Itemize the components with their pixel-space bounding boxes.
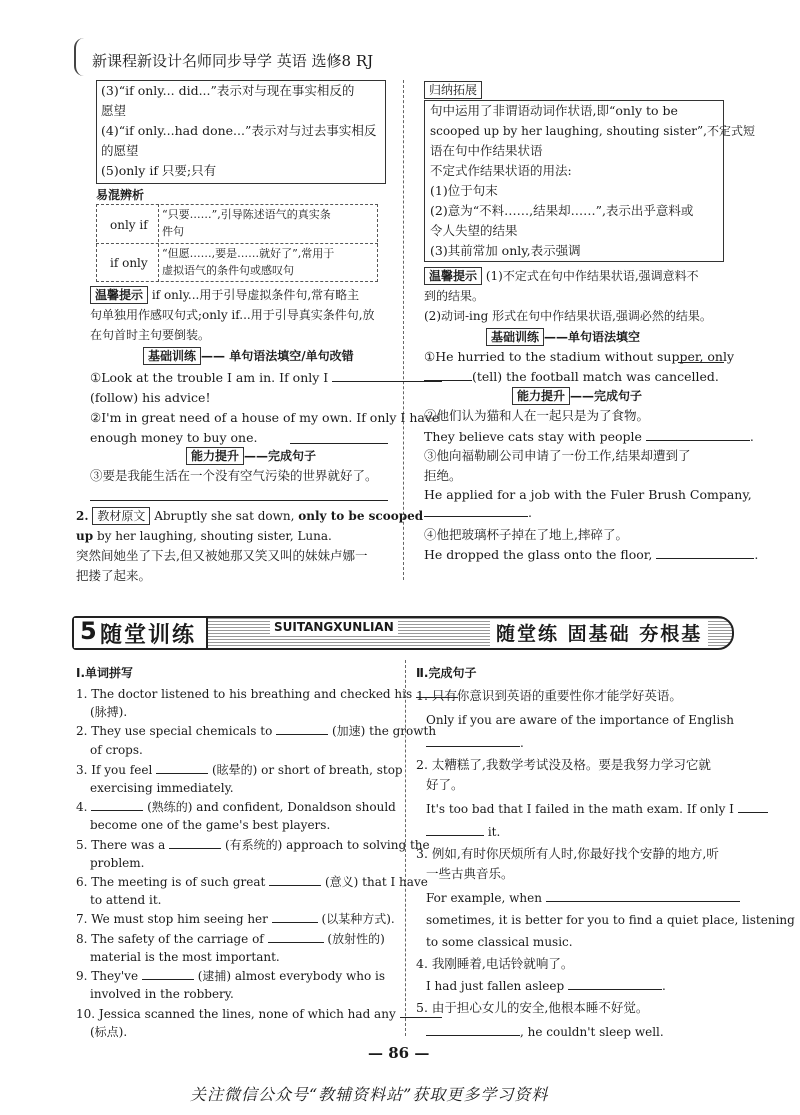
spelling-item: 8. The safety of the carriage of (放射性的) <box>76 929 385 949</box>
box-line: 的愿望 <box>101 143 139 158</box>
completion-item: 4. 我刚睡着,电话铃就响了。 <box>416 956 574 971</box>
spelling-item: exercising immediately. <box>90 781 234 795</box>
completion-item: 5. 由于担心女儿的安全,他根本睡不好觉。 <box>416 1000 649 1015</box>
exercise-line: He applied for a job with the Fuler Brush Company, <box>424 487 752 502</box>
completion-item: . <box>426 733 524 753</box>
basic-training-heading: 基础训练 —— 单句语法填空/单句改错 <box>143 346 354 366</box>
box-line: 愿望 <box>101 103 127 118</box>
answer-blank[interactable] <box>156 760 208 774</box>
ability-label: 能力提升 <box>186 447 244 465</box>
item-2-line: 2. 教材原文 Abruptly she sat down, only to be scooped <box>76 509 424 523</box>
exercise-line: . <box>424 503 532 523</box>
tip-line: 句单独用作感叹句式;only if...用于引导真实条件句,放 <box>90 308 375 322</box>
exercise-line: ①Look at the trouble I am in. If only I <box>90 368 442 388</box>
section-2-title: Ⅱ.完成句子 <box>416 666 477 680</box>
exercise-line: ③要是我能生活在一个没有空气污染的世界就好了。 <box>90 468 378 483</box>
ability-heading: 能力提升 ——完成句子 <box>512 386 642 406</box>
answer-blank[interactable] <box>546 888 740 902</box>
item-2-line: 把搂了起来。 <box>76 568 152 583</box>
tip-label: 温馨提示 <box>424 267 482 285</box>
spelling-item: 6. The meeting is of such great (意义) that I have <box>76 872 428 892</box>
answer-blank[interactable] <box>424 503 528 517</box>
answer-blank[interactable] <box>678 349 724 363</box>
answer-blank[interactable] <box>738 799 768 813</box>
tip-label: 温馨提示 <box>90 286 148 304</box>
spelling-item: to attend it. <box>90 893 162 907</box>
spelling-item: 9. They've (逮捕) almost everybody who is <box>76 966 385 986</box>
exercise-line: ③他向福勒刷公司申请了一份工作,结果却遭到了 <box>424 448 691 463</box>
table-desc: 件句 <box>162 225 184 238</box>
answer-blank[interactable] <box>272 909 318 923</box>
spelling-item: 7. We must stop him seeing her (以某种方式). <box>76 909 395 929</box>
table-desc: “只要……”,引导陈述语气的真实条 <box>162 208 331 221</box>
tip-line: (2)动词-ing 形式在句中作结果状语,强调必然的结果。 <box>424 309 712 323</box>
answer-blank[interactable] <box>169 835 221 849</box>
item-2-line: up by her laughing, shouting sister, Luna. <box>76 529 332 543</box>
banner-pinyin: SUITANGXUNLIAN <box>270 620 398 634</box>
completion-item: sometimes, it is better for you to find a quiet place, listening <box>426 913 795 927</box>
banner-title: 随堂训练 <box>100 622 197 648</box>
completion-item: For example, when <box>426 888 740 908</box>
completion-item: , he couldn't sleep well. <box>426 1022 664 1042</box>
tip-line: 温馨提示 if only...用于引导虚拟条件句,常有略主 <box>90 285 359 305</box>
summary-line: 句中运用了非谓语动词作状语,即“only to be <box>430 103 678 118</box>
summary-line: 语在句中作结果状语 <box>430 143 543 158</box>
answer-blank[interactable] <box>269 872 321 886</box>
basic-training-heading: 基础训练 ——单句语法填空 <box>486 327 640 347</box>
exercise-line: ②I'm in great need of a house of my own. If only I have <box>90 410 440 425</box>
page-number: — 86 — <box>368 1044 430 1062</box>
header-bracket <box>74 38 84 76</box>
exercise-line: (tell) the football match was cancelled. <box>424 367 719 387</box>
section-1-title: Ⅰ.单词拼写 <box>76 666 134 680</box>
spelling-item: 10. Jessica scanned the lines, none of which had any <box>76 1004 442 1024</box>
answer-blank[interactable] <box>142 966 194 980</box>
completion-item: 3. 例如,有时你厌烦所有人时,你最好找个安静的地方,听 <box>416 846 719 861</box>
answer-blank[interactable] <box>426 733 520 747</box>
box-line: (5)only if 只要;只有 <box>101 163 217 178</box>
basic-label: 基础训练 <box>486 328 544 346</box>
table-term: if only <box>110 256 148 270</box>
completion-item: Only if you are aware of the importance of English <box>426 713 735 727</box>
completion-item: to some classical music. <box>426 935 573 949</box>
answer-blank[interactable] <box>276 721 328 735</box>
spelling-item: 4. (熟练的) and confident, Donaldson should <box>76 797 396 817</box>
summary-line: 令人失望的结果 <box>430 223 518 238</box>
exercise-line: 拒绝。 <box>424 468 462 483</box>
tip-line: 到的结果。 <box>424 289 485 303</box>
table-term: only if <box>110 218 148 232</box>
confusion-title: 易混辨析 <box>96 188 145 202</box>
box-line: (3)“if only... did...”表示对与现在事实相反的 <box>101 83 355 98</box>
spelling-item: material is the most important. <box>90 950 280 964</box>
table-divider-v <box>158 204 159 282</box>
table-desc: 虚拟语气的条件句或感叹句 <box>162 264 294 277</box>
spelling-item: (标点). <box>90 1025 128 1039</box>
answer-blank[interactable] <box>426 1022 520 1036</box>
completion-item: 一些古典音乐。 <box>426 866 514 881</box>
banner-slogan: 随堂练 固基础 夯根基 <box>490 619 708 646</box>
spelling-item: 3. If you feel (眩晕的) or short of breath, stop <box>76 760 403 780</box>
exercise-line: ②他们认为猫和人在一起只是为了食物。 <box>424 408 650 423</box>
summary-line: (1)位于句末 <box>430 183 498 198</box>
exercise-line: enough money to buy one. <box>90 428 388 448</box>
completion-item: 2. 太糟糕了,我数学考试没及格。要是我努力学习它就 <box>416 757 711 772</box>
summary-line: (2)意为“不料……,结果却……”,表示出乎意料或 <box>430 203 694 218</box>
spelling-item: become one of the game's best players. <box>90 818 331 832</box>
completion-item: it. <box>426 822 500 842</box>
spelling-item: involved in the robbery. <box>90 987 234 1001</box>
box-line: (4)“if only...had done...”表示对与过去事实相反 <box>101 123 377 138</box>
spelling-item: 2. They use special chemicals to (加速) the growth <box>76 721 436 741</box>
item-2-line: 突然间她坐了下去,但又被她那又笑又叫的妹妹卢娜一 <box>76 548 368 563</box>
spelling-item: problem. <box>90 856 145 870</box>
spelling-item: 1. The doctor listened to his breathing and checked his <box>76 684 458 704</box>
completion-item: 好了。 <box>426 777 464 792</box>
summary-line: scooped up by her laughing, shouting sister”,不定式短 <box>430 124 755 138</box>
answer-blank[interactable] <box>91 797 143 811</box>
spelling-item: of crops. <box>90 743 143 757</box>
answer-blank[interactable] <box>290 430 388 444</box>
table-desc: “但愿……,要是……就好了”,常用于 <box>162 247 335 260</box>
completion-item: I had just fallen asleep . <box>426 976 666 996</box>
answer-blank[interactable] <box>656 545 754 559</box>
summary-label: 归纳拓展 <box>424 81 482 99</box>
textbook-source-label: 教材原文 <box>92 507 150 525</box>
answer-blank[interactable] <box>646 427 750 441</box>
summary-line: 不定式作结果状语的用法: <box>430 163 572 178</box>
footer-note: 关注微信公众号“教辅资料站”获取更多学习资料 <box>190 1085 549 1104</box>
spelling-item: (脉搏). <box>90 705 128 719</box>
exercise-line: ①He hurried to the stadium without supper, only <box>424 349 735 364</box>
answer-blank[interactable] <box>268 929 324 943</box>
spelling-item: 5. There was a (有系统的) approach to solving the <box>76 835 430 855</box>
banner-number: 5 <box>80 617 97 645</box>
answer-line[interactable] <box>90 500 388 501</box>
page-header-title: 新课程新设计名师同步导学 英语 选修8 RJ <box>92 52 374 70</box>
summary-line: (3)其前常加 only,表示强调 <box>430 243 581 258</box>
answer-blank[interactable] <box>568 976 662 990</box>
completion-item: It's too bad that I failed in the math exam. If only I <box>426 799 768 819</box>
exercise-line: They believe cats stay with people . <box>424 429 754 444</box>
summary-heading <box>424 80 482 100</box>
exercise-line: (follow) his advice! <box>90 390 211 405</box>
ability-heading: 能力提升 ——完成句子 <box>186 446 316 466</box>
exercise-line: ④他把玻璃杯子掉在了地上,摔碎了。 <box>424 527 628 542</box>
exercise-line: He dropped the glass onto the floor, . <box>424 547 759 562</box>
tip-line: 在句首时主句要倒装。 <box>90 328 211 342</box>
basic-label: 基础训练 <box>143 347 201 365</box>
answer-blank[interactable] <box>424 367 472 381</box>
completion-item: 1. 只有你意识到英语的重要性你才能学好英语。 <box>416 688 682 703</box>
answer-blank[interactable] <box>426 822 484 836</box>
tip-line: 温馨提示 (1)不定式在句中作结果状语,强调意料不 <box>424 266 699 286</box>
ability-label: 能力提升 <box>512 387 570 405</box>
column-divider <box>403 80 404 580</box>
